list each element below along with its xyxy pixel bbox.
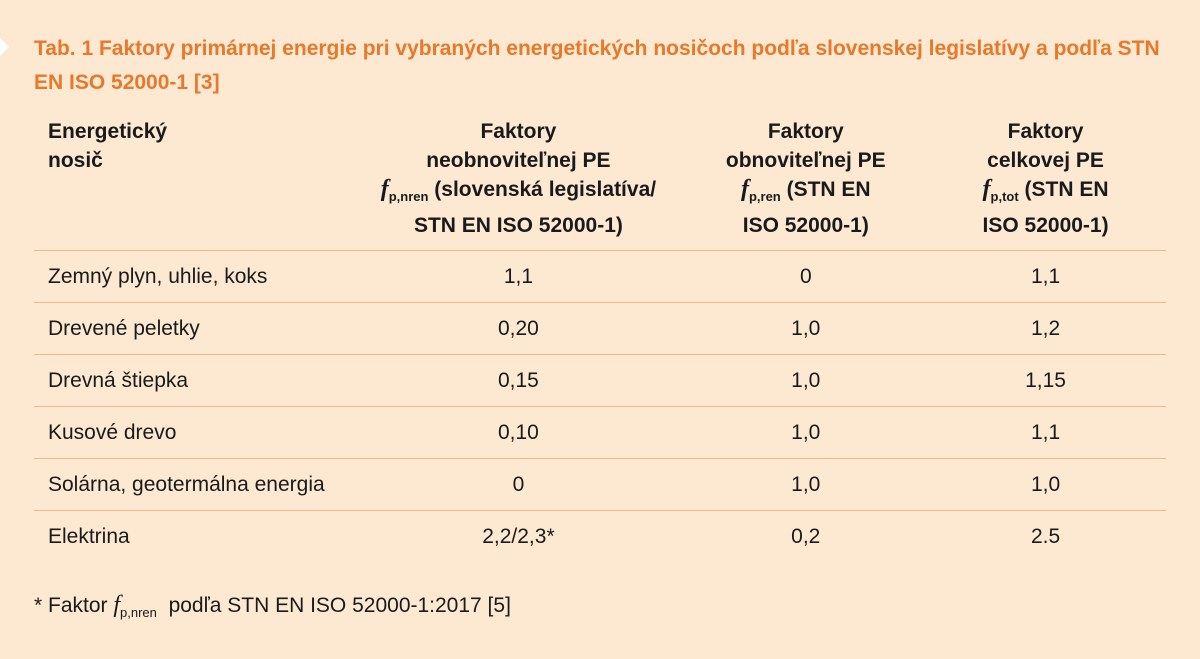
tot-cell: 1,1 bbox=[1030, 264, 1061, 288]
factor-subscript: p,tot bbox=[990, 189, 1019, 204]
table-footnote bbox=[34, 590, 511, 628]
nren-cell: 0 bbox=[512, 472, 525, 496]
bullet-marker-icon bbox=[0, 38, 9, 56]
carrier-cell: Kusové drevo bbox=[48, 420, 177, 444]
ren-cell: 1,0 bbox=[791, 472, 821, 496]
header-line: nosič bbox=[48, 148, 103, 172]
tot-cell: 1,1 bbox=[1030, 420, 1061, 444]
ren-cell: 0 bbox=[799, 264, 812, 288]
factor-symbol: f bbox=[113, 592, 121, 618]
ren-cell: 1,0 bbox=[791, 420, 821, 444]
header-line: Faktory bbox=[1007, 120, 1084, 143]
ren-cell: 1,0 bbox=[791, 368, 821, 392]
header-line: Energetický bbox=[48, 120, 168, 143]
table-header-row bbox=[34, 114, 1166, 251]
ren-cell: 1,0 bbox=[791, 316, 821, 340]
table-row bbox=[34, 407, 1166, 459]
header-line: (STN EN bbox=[1018, 178, 1109, 201]
factor-subscript: p,nren bbox=[120, 605, 157, 620]
table-row bbox=[34, 251, 1166, 303]
header-line: celkovej PE bbox=[987, 148, 1104, 172]
header-total-factor bbox=[925, 114, 1166, 251]
carrier-cell: Drevené peletky bbox=[48, 316, 200, 340]
header-line: (STN EN bbox=[780, 178, 871, 201]
factor-symbol: f bbox=[982, 176, 991, 202]
footnote-suffix: podľa STN EN ISO 52000-1:2017 [5] bbox=[156, 594, 511, 617]
nren-cell: 2,2/2,3* bbox=[482, 524, 555, 548]
header-line: ISO 52000-1) bbox=[742, 213, 869, 237]
table-row bbox=[34, 303, 1166, 355]
header-line: STN EN ISO 52000-1) bbox=[413, 213, 623, 237]
table-row bbox=[34, 355, 1166, 407]
header-line: obnoviteľnej PE bbox=[725, 148, 886, 172]
carrier-cell: Zemný plyn, uhlie, koks bbox=[48, 264, 268, 288]
table-row bbox=[34, 459, 1166, 511]
header-line: Faktory bbox=[480, 120, 557, 143]
carrier-cell: Solárna, geotermálna energia bbox=[48, 472, 325, 496]
header-renewable-factor bbox=[686, 114, 925, 251]
footnote-prefix: * Faktor bbox=[34, 594, 114, 617]
factor-symbol: f bbox=[740, 176, 749, 202]
header-line: (slovenská legislatíva/ bbox=[428, 178, 657, 201]
factor-symbol: f bbox=[380, 176, 389, 202]
nren-cell: 1,1 bbox=[503, 264, 534, 288]
tot-cell: 1,0 bbox=[1030, 472, 1061, 496]
nren-cell: 0,15 bbox=[497, 368, 539, 392]
header-line: Faktory bbox=[767, 120, 844, 143]
carrier-cell: Elektrina bbox=[48, 524, 130, 548]
tot-cell: 1,15 bbox=[1025, 368, 1066, 392]
table-caption: Tab. 1 Faktory primárnej energie pri vybraných energetických nosičoch podľa slovenskej legislatívy a podľa STN EN ISO 52000-1 [3] bbox=[34, 37, 1160, 94]
header-energy-carrier bbox=[34, 114, 350, 251]
header-nonrenewable-factor bbox=[350, 114, 686, 251]
factor-subscript: p,nren bbox=[388, 189, 429, 204]
carrier-cell: Drevná štiepka bbox=[48, 368, 189, 392]
tot-cell: 2.5 bbox=[1030, 524, 1061, 548]
nren-cell: 0,20 bbox=[497, 316, 539, 340]
header-line: ISO 52000-1) bbox=[982, 213, 1109, 237]
factor-subscript: p,ren bbox=[748, 189, 781, 204]
header-line: neobnoviteľnej PE bbox=[426, 148, 611, 172]
ren-cell: 0,2 bbox=[791, 524, 821, 548]
nren-cell: 0,10 bbox=[497, 420, 539, 444]
table-row bbox=[34, 511, 1166, 563]
primary-energy-factors-table bbox=[34, 114, 1166, 562]
tot-cell: 1,2 bbox=[1030, 316, 1061, 340]
